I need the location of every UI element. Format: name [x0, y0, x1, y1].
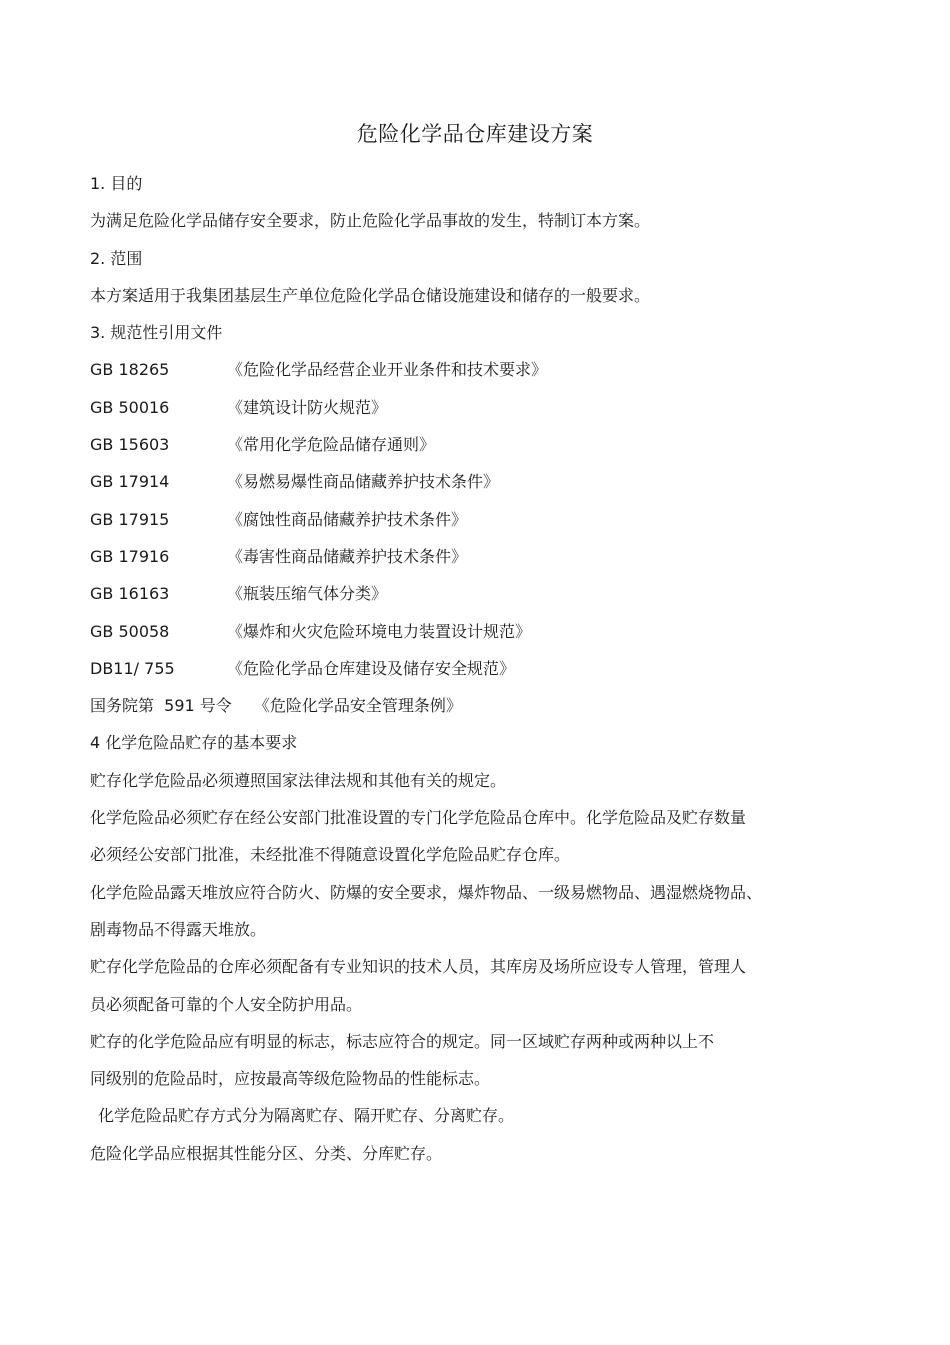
reference-name: 《瓶装压缩气体分类》	[227, 584, 388, 604]
section-heading-requirements: 4 化学危险品贮存的基本要求	[90, 733, 298, 753]
reference-code: GB 18265	[90, 360, 170, 380]
requirement-line: 贮存化学危险品必须遵照国家法律法规和其他有关的规定。	[90, 770, 507, 790]
reference-code: GB 50058	[90, 621, 170, 641]
requirement-line: 贮存化学危险品的仓库必须配备有专业知识的技术人员，其库房及场所应设专人管理，管理人	[90, 957, 747, 977]
scope-text: 本方案适用于我集团基层生产单位危险化学品仓储设施建设和储存的一般要求。	[90, 285, 651, 305]
reference-name: 《毒害性商品储藏养护技术条件》	[227, 546, 468, 566]
reference-item	[90, 650, 870, 687]
reference-code: GB 17914	[90, 472, 170, 492]
reference-item	[90, 538, 870, 575]
reference-item	[90, 389, 870, 426]
reference-item	[90, 426, 870, 463]
reference-name: 《爆炸和火灾危险环境电力装置设计规范》	[227, 621, 532, 641]
reference-item	[90, 351, 870, 388]
reference-code: GB 16163	[90, 584, 170, 604]
reference-name: 《易燃易爆性商品储藏养护技术条件》	[227, 472, 500, 492]
requirement-line: 危险化学品应根据其性能分区、分类、分库贮存。	[90, 1143, 443, 1163]
requirement-line: 化学危险品必须贮存在经公安部门批准设置的专门化学危险品仓库中。化学危险品及贮存数量	[90, 808, 747, 828]
reference-name: 《危险化学品经营企业开业条件和技术要求》	[227, 360, 548, 380]
requirement-line: 同级别的危险品时，应按最高等级危险物品的性能标志。	[90, 1069, 491, 1089]
requirement-line: 员必须配备可靠的个人安全防护用品。	[90, 994, 363, 1014]
section-heading-scope: 2. 范围	[90, 248, 143, 268]
requirement-line: 剧毒物品不得露天堆放。	[90, 919, 267, 939]
requirement-line: 化学危险品露天堆放应符合防火、防爆的安全要求，爆炸物品、一级易燃物品、遇湿燃烧物品、	[90, 882, 763, 902]
reference-code: GB 17916	[90, 546, 170, 566]
reference-item	[90, 613, 870, 650]
requirement-line: 化学危险品贮存方式分为隔离贮存、隔开贮存、分离贮存。	[98, 1106, 515, 1126]
reference-name: 《腐蚀性商品储藏养护技术条件》	[227, 509, 468, 529]
reference-code: 国务院第 591 号令	[90, 696, 232, 716]
document-title: 危险化学品仓库建设方案	[356, 122, 594, 146]
document-body	[90, 165, 870, 1172]
reference-item	[90, 463, 870, 500]
section-heading-purpose: 1. 目的	[90, 174, 143, 193]
reference-item	[90, 575, 870, 612]
reference-code: GB 15603	[90, 435, 170, 455]
reference-item-gov-order	[90, 687, 870, 724]
reference-code: DB11/ 755	[90, 658, 175, 678]
reference-name: 《危险化学品安全管理条例》	[253, 696, 462, 716]
reference-name: 《常用化学危险品储存通则》	[227, 435, 436, 455]
requirement-line: 必须经公安部门批准，未经批准不得随意设置化学危险品贮存仓库。	[90, 845, 571, 865]
reference-name: 《建筑设计防火规范》	[227, 397, 388, 417]
purpose-text: 为满足危险化学品储存安全要求，防止危险化学品事故的发生，特制订本方案。	[90, 211, 651, 231]
reference-code: GB 17915	[90, 509, 170, 529]
reference-code: GB 50016	[90, 397, 170, 417]
reference-item	[90, 501, 870, 538]
section-heading-references: 3. 规范性引用文件	[90, 323, 223, 343]
reference-name: 《危险化学品仓库建设及储存安全规范》	[227, 658, 516, 678]
requirement-line: 贮存的化学危险品应有明显的标志，标志应符合的规定。同一区域贮存两种或两种以上不	[90, 1031, 715, 1051]
